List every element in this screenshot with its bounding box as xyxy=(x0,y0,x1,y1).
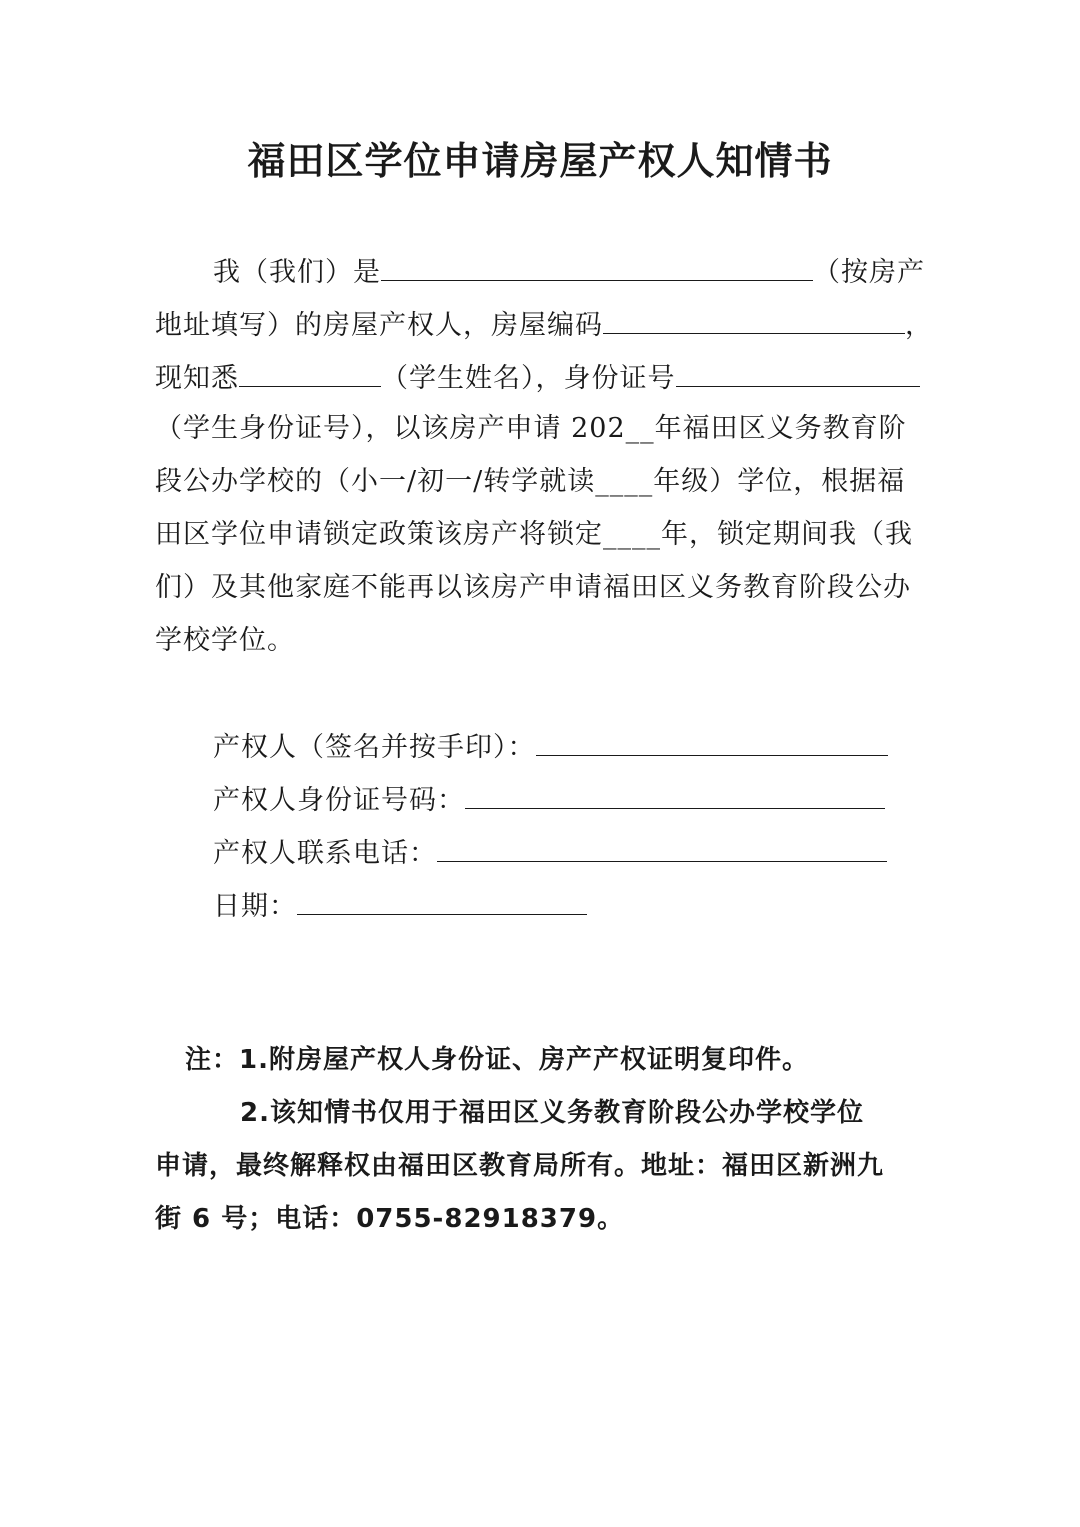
owner-phone-field[interactable] xyxy=(437,831,887,862)
owner-sign-row: 产权人（签名并按手印）： xyxy=(213,725,888,768)
owner-id-field[interactable] xyxy=(465,778,885,809)
body-line-1: 我（我们）是 （按房产 xyxy=(213,250,925,293)
date-field[interactable] xyxy=(297,884,587,915)
note-1: 注：1.附房屋产权人身份证、房产产权证明复印件。 xyxy=(185,1045,809,1075)
note-2-line-2: 申请，最终解释权由福田区教育局所有。地址：福田区新洲九 xyxy=(155,1151,885,1181)
body-line-2: 地址填写）的房屋产权人，房屋编码 ， xyxy=(155,303,933,346)
body-line-6: 田区学位申请锁定政策该房产将锁定____年，锁定期间我（我 xyxy=(155,519,913,550)
house-code-field[interactable] xyxy=(603,303,905,334)
body-line-5: 段公办学校的（小一/初一/转学就读____年级）学位，根据福 xyxy=(155,466,906,497)
document-title: 福田区学位申请房屋产权人知情书 xyxy=(247,139,833,183)
body-line-4: （学生身份证号），以该房产申请 202__年福田区义务教育阶 xyxy=(155,413,907,444)
owner-id-row: 产权人身份证号码： xyxy=(213,778,885,821)
note-2-line-1: 2.该知情书仅用于福田区义务教育阶段公办学校学位 xyxy=(240,1098,864,1128)
owner-phone-row: 产权人联系电话： xyxy=(213,831,887,874)
note-2-line-3: 街 6 号；电话：0755-82918379。 xyxy=(155,1204,625,1234)
owner-sign-field[interactable] xyxy=(536,725,888,756)
body-line-3: 现知悉 （学生姓名），身份证号 xyxy=(155,356,920,399)
body-line-8: 学校学位。 xyxy=(155,625,295,656)
student-name-field[interactable] xyxy=(239,356,381,387)
student-id-field[interactable] xyxy=(676,356,920,387)
date-row: 日期： xyxy=(213,884,587,927)
body-line-7: 们）及其他家庭不能再以该房产申请福田区义务教育阶段公办 xyxy=(155,572,911,603)
address-field[interactable] xyxy=(381,250,813,281)
